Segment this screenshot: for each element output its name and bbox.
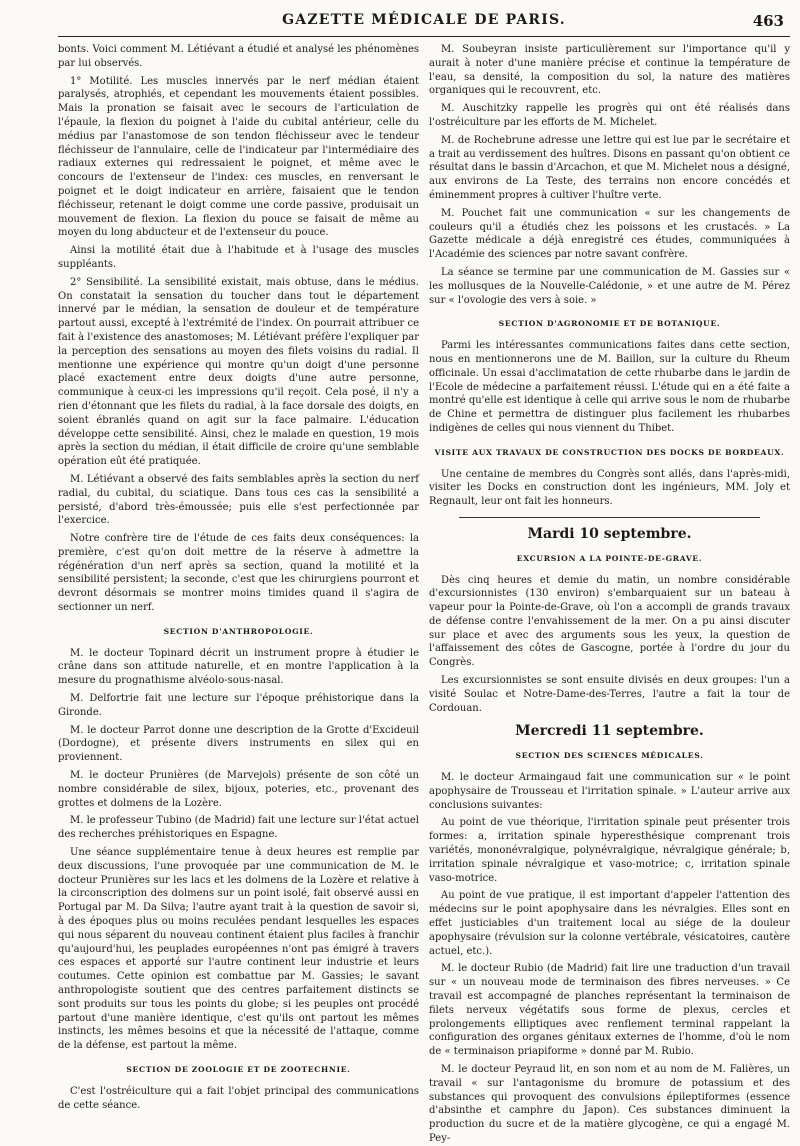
paragraph: M. le docteur Rubio (de Madrid) fait lire une traduction d'un travail sur « un nouveau mode de terminaison des fibres nerveuses. » Ce travail est accompagné de planches représentant la terminaison de filets nerveux végétatifs sous forme de plexus, cercles et prolongements elliptiques avec renflement terminal rappelant la configuration des organes génitaux externes de l'homme, d'où le nom de « terminaison priapiforme » donné par M. Rubio. (429, 963, 790, 1058)
paragraph: M. le docteur Parrot donne une description de la Grotte d'Excideuil (Dordogne), et présente divers instruments en silex qui en proviennent. (58, 724, 419, 764)
paragraph: La séance se termine par une communication de M. Gassies sur « les mollusques de la Nouvelle-Calédonie, » et une autre de M. Pérez sur « l'ovologie des vers à soie. » (429, 266, 790, 306)
section-heading: SECTION D'ANTHROPOLOGIE. (163, 626, 314, 636)
paragraph: M. Delfortrie fait une lecture sur l'époque préhistorique dans la Gironde. (58, 693, 419, 718)
paragraph: M. Pouchet fait une communication « sur les changements de couleurs qu'il a étudiés chez les poissons et les crustacés. » La Gazette médicale a déjà enregistré ces études, communiquées à l'Académie des sciences par notre savant confrère. (429, 207, 790, 261)
paragraph: M. Soubeyran insiste particulièrement sur l'importance qu'il y aurait à noter d'une manière précise et continue la température de l'eau, sa densité, la composition du sol, la nature des matières organiques qui le recouvrent, etc. (429, 44, 790, 97)
paragraph: Les excursionnistes se sont ensuite divisés en deux groupes: l'un a visité Soulac et Notre-Dame-des-Terres, l'autre a fait la tour de Cordouan. (429, 675, 790, 714)
divider (459, 517, 760, 518)
page-number: 463 (752, 12, 784, 30)
left-column (58, 43, 419, 1146)
paragraph: M. le professeur Tubino (de Madrid) fait une lecture sur l'état actuel des recherches préhistoriques en Espagne. (58, 815, 419, 841)
section-heading: EXCURSION A LA POINTE-DE-GRAVE. (516, 553, 703, 563)
paragraph: Au point de vue théorique, l'irritation spinale peut présenter trois formes: a, irritation spinale hyperesthésique comprenant trois variétés, mononévralgique, polynévralgique, névralgique générale; b, irritation spinale névralgique et vaso-motrice; c, irritation spinale vaso-motrice. (429, 817, 790, 884)
paragraph: M. Létiévant a observé des faits semblables après la section du nerf radial, du cubital, du sciatique. Dans tous ces cas la sensibilité a persisté, d'abord très-émoussée; puis elle s'est perfectionnée par l'exercice. (58, 473, 419, 527)
section-heading: SECTION DES SCIENCES MÉDICALES. (515, 751, 704, 761)
paragraph: M. le docteur Prunières (de Marvejols) présente de son côté un nombre considérable de silex, bijoux, poteries, etc., provenant des grottes et dolmens de la Lozère. (58, 770, 419, 809)
paragraph: Une centaine de membres du Congrès sont allés, dans l'après-midi, visiter les Docks en construction dont les ingénieurs, MM. Joly et Regnault, leur ont fait les honneurs. (429, 468, 790, 508)
paragraph: M. Auschitzky rappelle les progrès qui ont été réalisés dans l'ostréiculture par les efforts de M. Michelet. (429, 103, 790, 128)
paragraph: Dès cinq heures et demie du matin, un nombre considérable d'excursionnistes (130 environ) s'embarquaient sur un bateau à vapeur pour la Pointe-de-Grave, où l'on a accompli de grands travaux de défense contre l'envahissement de la mer. On a pu ainsi discuter sur place et avec des arguments sous les yeux, la question de l'affaissement des côtes de Gascogne, portée à l'ordre du jour du Congrès. (429, 574, 790, 669)
paragraph: 2° Sensibilité. La sensibilité existait, mais obtuse, dans le médius. On constatait la sensation du toucher dans tout le département innervé par le médian, la sensation de douleur et de température partout aussi, excepté à l'extrémité de l'index. On pourrait attribuer ce fait à l'existence des anastomoses; M. Létiévant préfère l'expliquer par la perception des sensations au moyen des filets voisins du radial. Il mentionne une expérience qui montre qu'un doigt d'une personne placé exactement entre deux doigts d'une autre personne, communique à ceux-ci les impressions qu'il reçoit. Cela posé, il n'y a rien d'étonnant que les filets du radial, à la face dorsale des doigts, en soient ébranlés quand on agit sur la face palmaire. L'éducation développe cette sensibilité. Ainsi, chez le malade en question, 19 mois après la section du médian, il était difficile de croire qu'une semblable opération eût été pratiquée. (58, 276, 420, 468)
section-heading: SECTION DE ZOOLOGIE ET DE ZOOTECHNIE. (126, 1064, 351, 1074)
paragraph: bonts. Voici comment M. Létiévant a étudié et analysé les phénomènes par lui observés. (58, 44, 419, 69)
paragraph: Notre confrère tire de l'étude de ces faits deux conséquences: la première, c'est qu'on doit mettre de la réserve à admettre la régénération d'un nerf après sa section, quand la motilité et la sensibilité persistent; la seconde, c'est que les chirurgiens pourront et devront désormais se montrer moins timides quand il s'agira de sectionner un nerf. (58, 533, 419, 614)
paragraph: Ainsi la motilité était due à l'habitude et à l'usage des muscles suppléants. (58, 245, 419, 270)
paragraph: C'est l'ostréiculture qui a fait l'objet principal des communications de cette séance. (58, 1085, 419, 1111)
day-heading: Mardi 10 septembre. (527, 525, 692, 542)
day-heading: Mercredi 11 septembre. (515, 723, 704, 740)
paragraph: 1° Motilité. Les muscles innervés par le nerf médian étaient paralysés, atrophiés, et cependant les mouvements étaient possibles. Mais la pronation se faisait avec le secours de l'articulation de l'épaule, la flexion du poignet à l'aide du cubital antérieur, celle du médius par l'anastomose de son tendon fléchisseur avec le tendeur fléchisseur de l'annulaire, celle de l'indicateur par l'intermédiaire des radiaux externes qui redressaient le poignet, et même avec le concours de l'extenseur de l'index: ces muscles, en renversant le poignet et le doigt indicateur en arrière, faisaient que le tendon fléchisseur, retenant le doigt comme une corde passive, produisait un mouvement de flexion. La flexion du pouce se faisait de même au moyen du long abducteur et de l'extenseur du pouce. (58, 75, 419, 239)
section-heading: SECTION D'AGRONOMIE ET DE BOTANIQUE. (498, 319, 721, 329)
paragraph: M. le docteur Topinard décrit un instrument propre à étudier le crâne dans son attitude naturelle, et en montre l'application à la mesure du prognathisme alvéolo-sous-nasal. (58, 647, 419, 687)
page-header (58, 8, 790, 37)
right-column (429, 43, 790, 1146)
paragraph: Au point de vue pratique, il est important d'appeler l'attention des médecins sur le point apophysaire dans les névralgies. Elles sont en effet justiciables d'un traitement local au siége de la douleur apophysaire (révulsion sur la colonne vertébrale, vésicatoires, cautère actuel, etc.). (429, 890, 790, 957)
paragraph: Une séance supplémentaire tenue à deux heures est remplie par deux discussions, l'une provoquée par une communication de M. le docteur Prunières sur les lacs et les dolmens de la Lozère et relative à la circonscription des dolmens sur un point isolé, fait observé aussi en Portugal par M. Da Silva; l'autre ayant trait à la question de savoir si, à des époques plus ou moins reculées pendant lesquelles les espaces qui nous séparent du nouveau continent étaient plus faciles à franchir qu'aujourd'hui, les peuplades européennes n'ont pas émigré à travers ces espaces et apporté sur l'autre continent leur industrie et leurs coutumes. Cette opinion est combattue par M. Gassies; le savant anthropologiste soutient que des centres parfaitement distincts se sont produits sur tous les points du globe; si les peuples ont procédé partout d'une manière identique, c'est qu'ils ont partout les mêmes instincts, les mêmes besoins et que la nécessité de l'attaque, comme de la défense, est partout la même. (58, 847, 419, 1052)
paragraph: M. de Rochebrune adresse une lettre qui est lue par le secrétaire et a trait au verdissement des huîtres. Disons en passant qu'on obtient ce résultat dans le bassin d'Arcachon, et que M. Michelet nous a désigné, aux environs de La Teste, des terrains non encore concédés et éminemment propres à cultiver l'huître verte. (429, 134, 790, 201)
section-heading: VISITE AUX TRAVAUX DE CONSTRUCTION DES DOCKS DE BORDEAUX. (434, 447, 785, 457)
paragraph: M. le docteur Armaingaud fait une communication sur « le point apophysaire de Trousseau et l'irritation spinale. » L'auteur arrive aux conclusions suivantes: (429, 772, 790, 811)
journal-title: GAZETTE MÉDICALE DE PARIS. (282, 12, 566, 28)
paragraph: Parmi les intéressantes communications faites dans cette section, nous en mentionnerons une de M. Baillon, sur la culture du Rheum officinale. Un essai d'acclimatation de cette rhubarbe dans le jardin de l'Ecole de médecine a parfaitement réussi. L'étude qui en a été faite a montré qu'elle est identique à celle qui arrive sous le nom de rhubarbe de Chine et permettra de distinguer plus facilement les rhubarbes indigènes de celles qui nous viennent du Thibet. (429, 340, 790, 434)
text-columns (58, 43, 790, 1146)
paragraph: M. le docteur Peyraud lit, en son nom et au nom de M. Falières, un travail « sur l'antagonisme du bromure de potassium et des substances qui provoquent des convulsions épileptiformes (essence d'absinthe et camphre du Japon). Ces substances diminuent la production du sucre et de la matière glycogène, ce qui a engagé M. Pey- (429, 1064, 790, 1144)
